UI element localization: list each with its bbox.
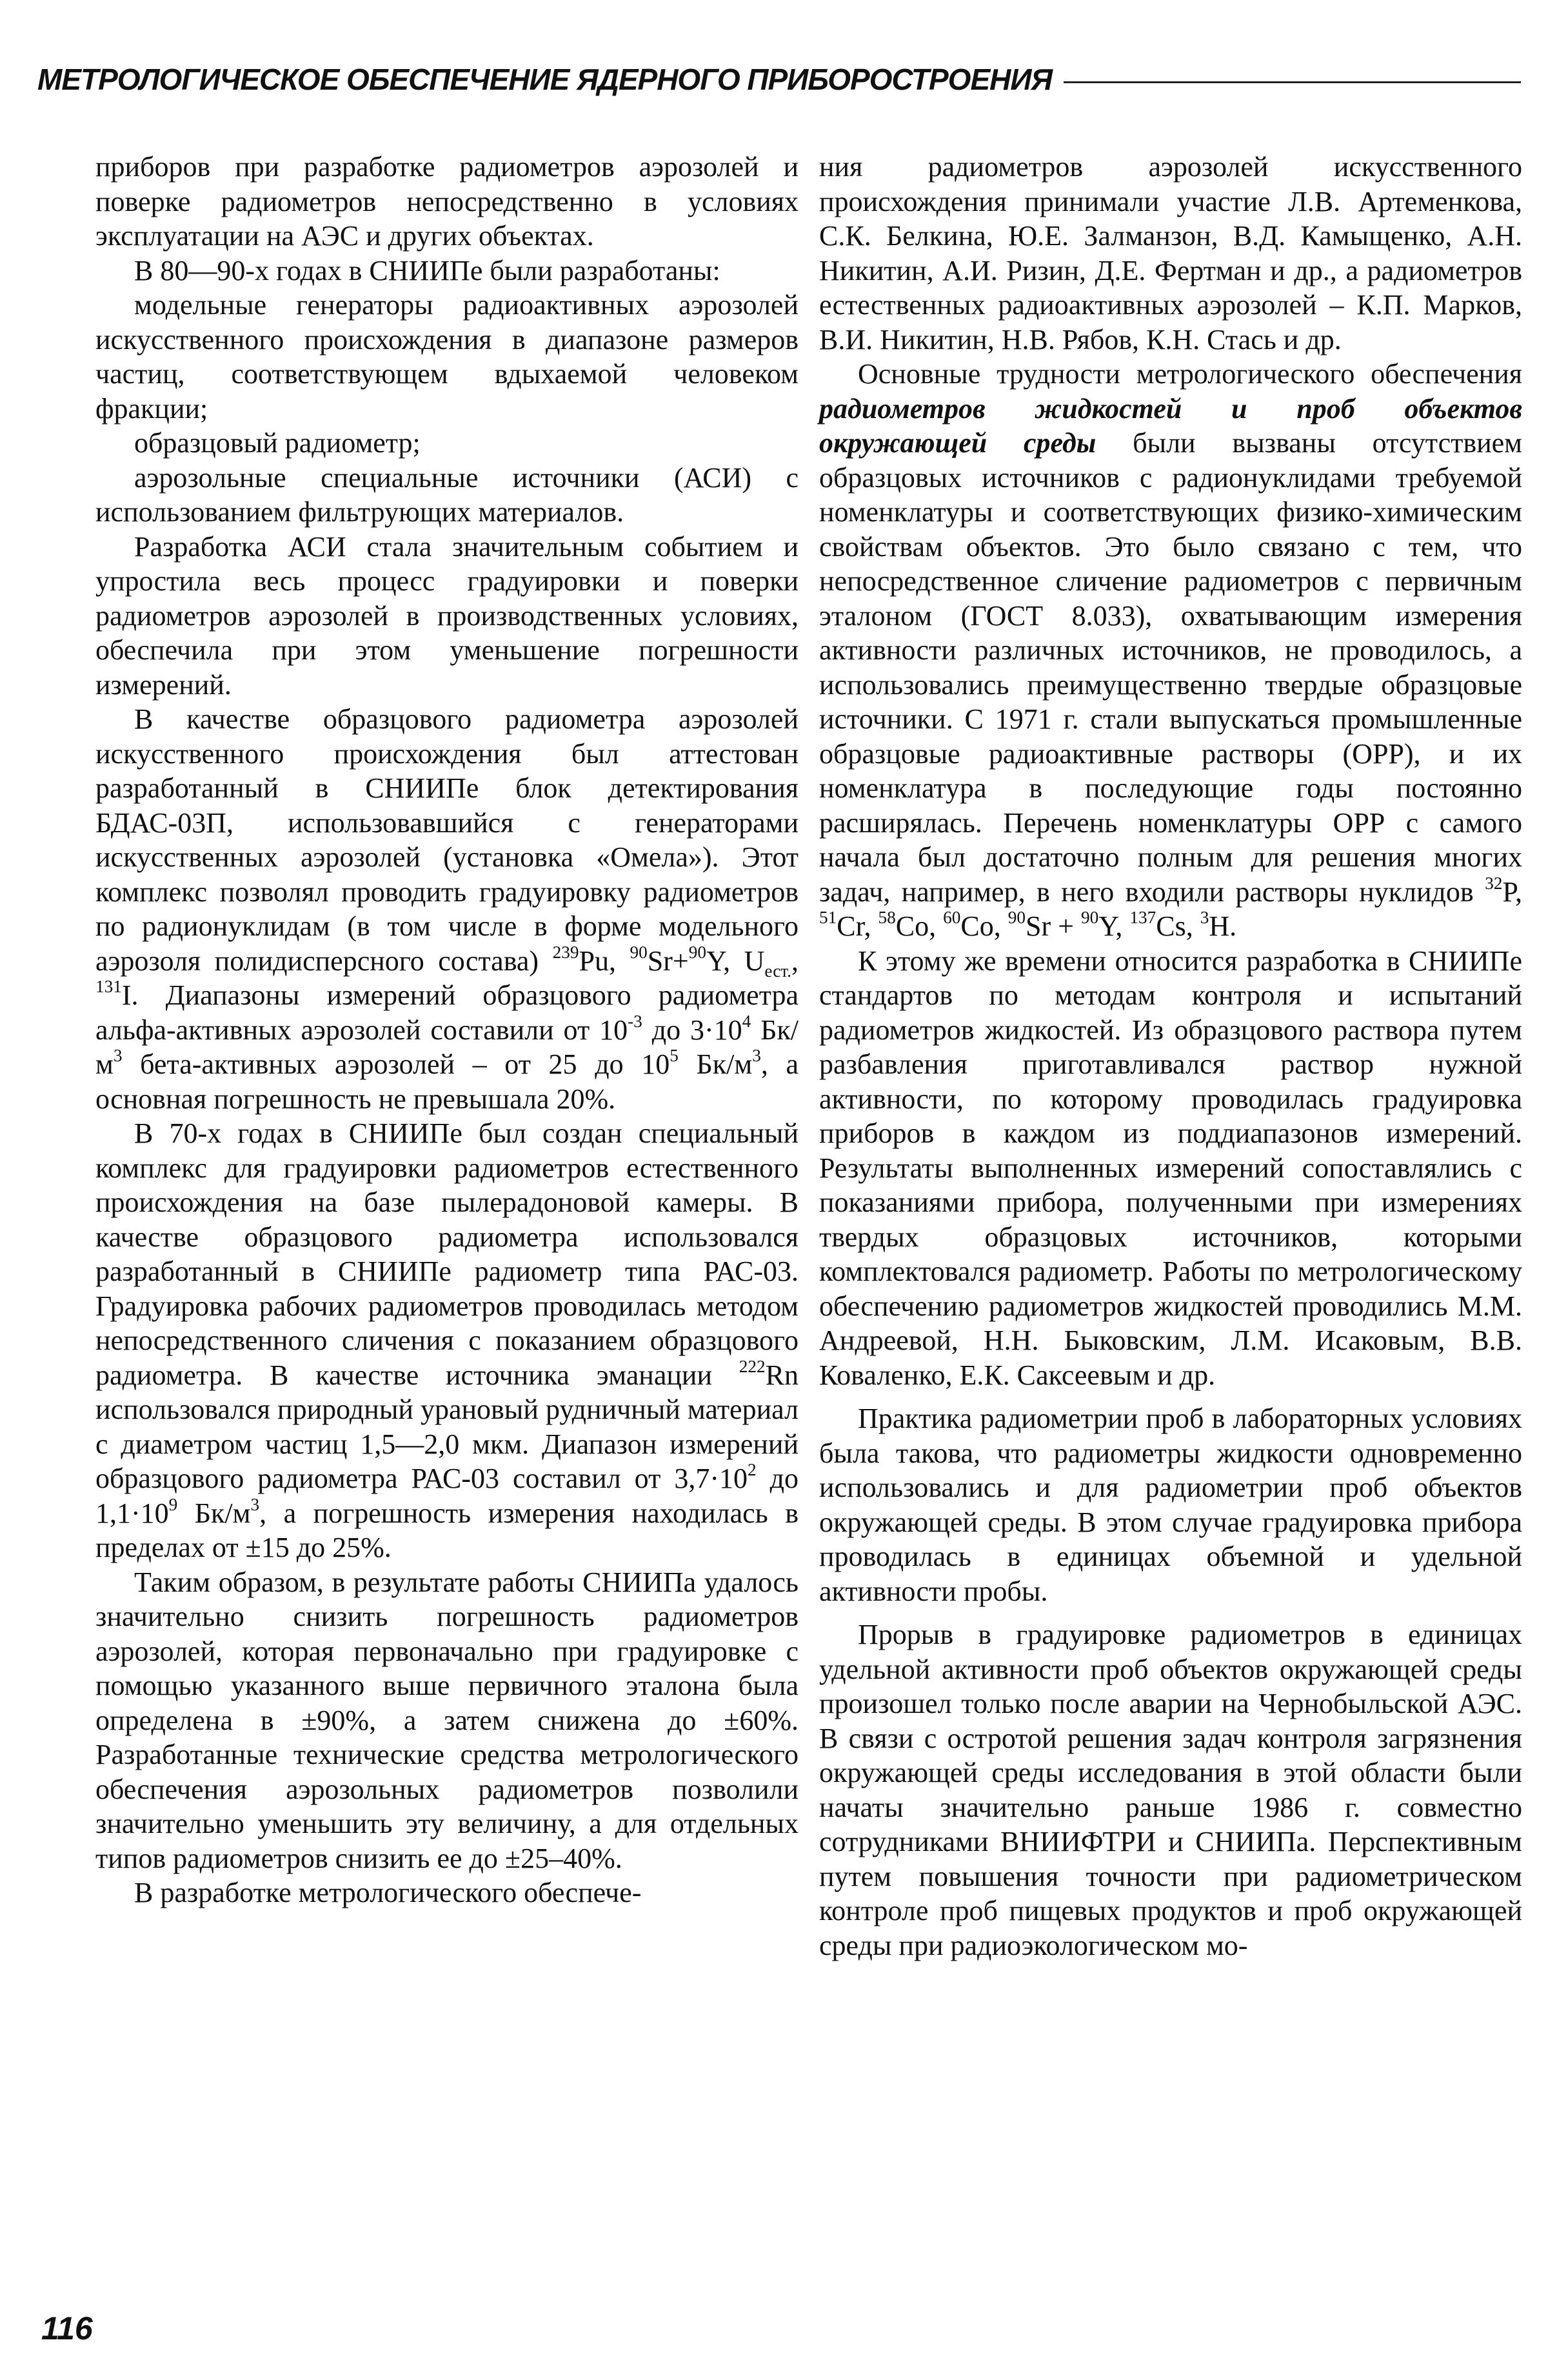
paragraph: Прорыв в градуировке радиометров в единицах удельной активности проб объектов окружающей среды произошел только после аварии на Чернобыльской АЭС. В связи с остротой решения задач контроля загрязнения окружающей среды исследования в этой области были начаты значительно раньше 1986 г. совместно сотрудниками ВНИИФТРИ и СНИИПа. Перспективным путем повышения точности при радиометрическом контроле проб пищевых продуктов и проб окружающей среды при радиоэкологическом мо-	[819, 1619, 1522, 1961]
running-header	[37, 50, 1521, 108]
running-header-title: МЕТРОЛОГИЧЕСКОЕ ОБЕСПЕЧЕНИЕ ЯДЕРНОГО ПРИБОРОСТРОЕНИЯ	[37, 63, 1052, 96]
paragraph: Практика радиометрии проб в лабораторных условиях была такова, что радиометры жидкости одновременно использовались и для радиометрии проб объектов окружающей среды. В этом случае градуировка прибора проводилась в единицах объемной и удельной активности пробы.	[819, 1403, 1522, 1607]
paragraph: В 70-х годах в СНИИПе был создан специальный комплекс для градуировки радиометров естественного происхождения на базе пылерадоновой камеры. В качестве образцового радиометра использовался разработанный в СНИИПе радиометр типа РАС-03. Градуировка рабочих радиометров проводилась методом непосредственного сличения с показанием образцового радиометра. В качестве источника эманации $^{222}$Rn использовался природный урановый рудничный материал с диаметром частиц 1,5—2,0 мкм. Диапазон измерений образцового радиометра РАС-03 составил от $3,7\cdot 10^2$ до $1,1\cdot 10^9$ $Бк/м^3$, а погрешность измерения находилась в пределах от ±15 до 25%.	[95, 1117, 799, 1563]
page-number: 116	[41, 2310, 93, 2346]
paragraph: приборов при разработке радиометров аэрозолей и поверке радиометров непосредственно в условиях эксплуатации на АЭС и других объектах.	[95, 151, 799, 252]
paragraph: В 80—90-х годах в СНИИПе были разработаны:	[134, 254, 720, 286]
list-item: аэрозольные специальные источники (АСИ) с использованием фильтрующих материалов.	[95, 461, 799, 528]
paragraph: Основные трудности метрологического обеспечения радиометров жидкостей и проб объектов окружающей среды были вызваны отсутствием образцовых источников с радионуклидами требуемой номенклатуры и соответствующих физико-химическим свойствам объектов. Это было связано с тем, что непосредственное сличение радиометров с первичным эталоном (ГОСТ 8.033), охватывающим измерения активности различных источников, не проводилось, а использовались преимущественно твердые образцовые источники. С 1971 г. стали выпускаться промышленные образцовые радиоактивные растворы (ОРР), и их номенклатура в последующие годы постоянно расширялась. Перечень номенклатуры ОРР с самого начала был достаточно полным для решения многих задач, например, в него входили растворы нуклидов $^{32}$P, $^{51}$Cr, $^{58}$Co, $^{60}$Co, $^{90}$Sr + $^{90}$Y, $^{137}$Cs, $^3$H.	[819, 358, 1523, 942]
paragraph: В разработке метрологического обеспече-	[134, 1877, 642, 1908]
paragraph: К этому же времени относится разработка в СНИИПе стандартов по методам контроля и испытаний радиометров жидкостей. Из образцового раствора путем разбавления приготавливался раствор нужной активности, по которому проводилась градуировка приборов в каждом из поддиапазонов измерений. Результаты выполненных измерений сопоставлялись с показаниями прибора, полученными при измерениях твердых образцовых источников, которыми комплектовался радиометр. Работы по метрологическому обеспечению радиометров жидкостей проводились М.М. Андреевой, Н.Н. Быковским, Л.М. Исаковым, В.В. Коваленко, Е.К. Саксеевым и др.	[819, 945, 1522, 1391]
header-rule	[1064, 81, 1521, 83]
paragraph: Разработка АСИ стала значительным событием и упростила весь процесс градуировки и поверки радиометров аэрозолей в производственных условиях, обеспечила при этом уменьшение погрешности измерений.	[95, 530, 799, 701]
right-column	[819, 150, 1522, 1963]
list-item: модельные генераторы радиоактивных аэрозолей искусственного происхождения в диапазоне размеров частиц, соответствующем вдыхаемой человеком фракции;	[95, 289, 799, 425]
paragraph: В качестве образцового радиометра аэрозолей искусственного происхождения был аттестован разработанный в СНИИПе блок детектирования БДАС-03П, использовавшийся с генераторами искусственных аэрозолей (установка «Омела»). Этот комплекс позволял проводить градуировку радиометров по радионуклидам (в том числе в форме модельного аэрозоля полидисперсного состава) $^{239}$Pu, $^{90}$Sr+$^{90}$Y, $U_{ест.}$, $^{131}$I. Диапазоны измерений образцового радиометра альфа-активных аэрозолей составили от $10^{-3}$ до $3\cdot 10^4$ $Бк/м^3$ бета-активных аэрозолей – от 25 до $10^5$ $Бк/м^3$, а основная погрешность не превышала 20%.	[95, 703, 799, 1115]
list-item: образцовый радиометр;	[134, 427, 421, 459]
paragraph: Таким образом, в результате работы СНИИПа удалось значительно снизить погрешность радиометров аэрозолей, которая первоначально при градуировке с помощью указанного выше первичного эталона была определена в ±90%, а затем снижена до ±60%. Разработанные технические средства метрологического обеспечения аэрозольных радиометров позволили значительно уменьшить эту величину, а для отдельных типов радиометров снизить ее до ±25–40%.	[95, 1566, 799, 1874]
paragraph: ния радиометров аэрозолей искусственного происхождения принимали участие Л.В. Артеменкова, С.К. Белкина, Ю.Е. Залманзон, В.Д. Камыщенко, А.Н. Никитин, А.И. Ризин, Д.Е. Фертман и др., а радиометров естественных радиоактивных аэрозолей – К.П. Марков, В.И. Никитин, Н.В. Рябов, К.Н. Стась и др.	[819, 151, 1522, 355]
left-column	[95, 150, 799, 1910]
emphasis-text: радиометров жидкостей и проб объектов окружающей среды	[819, 392, 1522, 459]
